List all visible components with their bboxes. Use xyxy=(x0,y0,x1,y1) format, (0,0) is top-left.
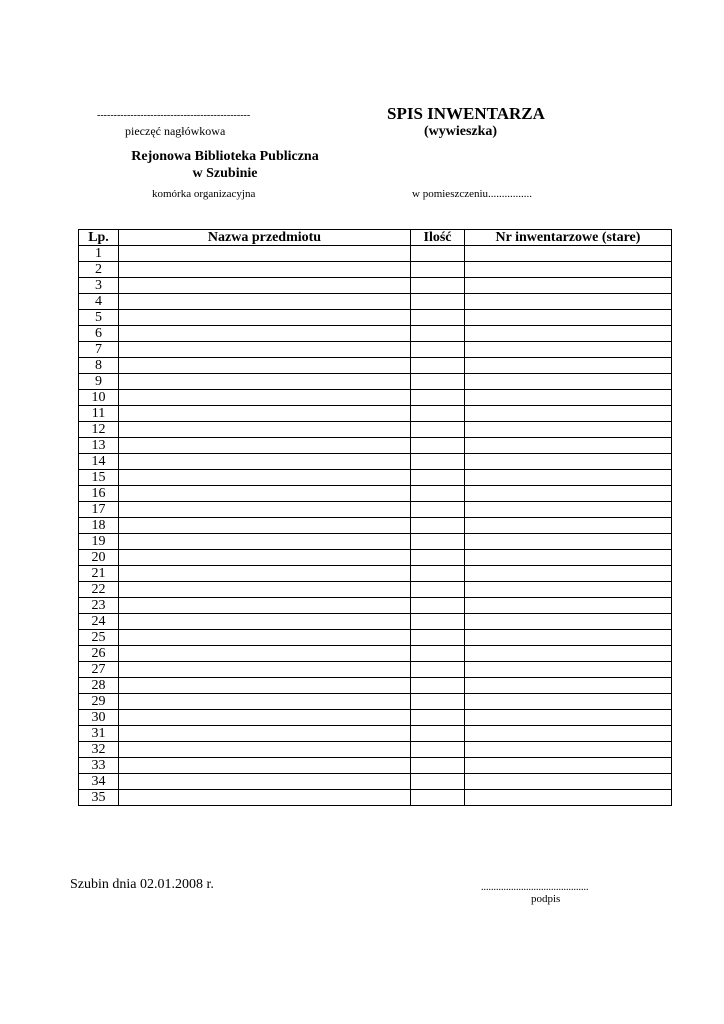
table-row xyxy=(79,742,672,758)
quantity-cell xyxy=(411,470,465,486)
inventory-number-cell xyxy=(465,646,672,662)
row-number-cell: 26 xyxy=(79,646,119,662)
signature-caption: podpis xyxy=(531,893,561,905)
inventory-number-cell xyxy=(465,422,672,438)
table-row xyxy=(79,310,672,326)
row-number-cell: 29 xyxy=(79,694,119,710)
row-number-cell: 24 xyxy=(79,614,119,630)
inventory-number-cell xyxy=(465,246,672,262)
quantity-cell xyxy=(411,790,465,806)
item-name-cell xyxy=(119,422,411,438)
item-name-cell xyxy=(119,470,411,486)
inventory-number-cell xyxy=(465,694,672,710)
table-row xyxy=(79,646,672,662)
item-name-cell xyxy=(119,262,411,278)
item-name-cell xyxy=(119,630,411,646)
item-name-cell xyxy=(119,726,411,742)
table-row xyxy=(79,262,672,278)
table-row xyxy=(79,374,672,390)
item-name-cell xyxy=(119,390,411,406)
inventory-number-cell xyxy=(465,342,672,358)
row-number-cell: 21 xyxy=(79,566,119,582)
quantity-cell xyxy=(411,438,465,454)
quantity-cell xyxy=(411,358,465,374)
quantity-cell xyxy=(411,614,465,630)
quantity-cell xyxy=(411,278,465,294)
table-row xyxy=(79,678,672,694)
row-number-cell: 8 xyxy=(79,358,119,374)
item-name-cell xyxy=(119,374,411,390)
inventory-number-cell xyxy=(465,598,672,614)
row-number-cell: 28 xyxy=(79,678,119,694)
document-subtitle: (wywieszka) xyxy=(424,124,498,139)
quantity-cell xyxy=(411,294,465,310)
table-header-row xyxy=(79,230,672,246)
inventory-number-cell xyxy=(465,262,672,278)
inventory-number-cell xyxy=(465,358,672,374)
table-row xyxy=(79,534,672,550)
inventory-number-cell xyxy=(465,470,672,486)
table-row xyxy=(79,774,672,790)
column-header-inventory-number: Nr inwentarzowe (stare) xyxy=(465,230,672,246)
quantity-cell xyxy=(411,310,465,326)
item-name-cell xyxy=(119,566,411,582)
row-number-cell: 3 xyxy=(79,278,119,294)
row-number-cell: 27 xyxy=(79,662,119,678)
inventory-number-cell xyxy=(465,390,672,406)
quantity-cell xyxy=(411,406,465,422)
item-name-cell xyxy=(119,742,411,758)
item-name-cell xyxy=(119,358,411,374)
row-number-cell: 15 xyxy=(79,470,119,486)
stamp-line: ---------------------------------------------- xyxy=(97,110,251,121)
item-name-cell xyxy=(119,342,411,358)
row-number-cell: 22 xyxy=(79,582,119,598)
table-row xyxy=(79,342,672,358)
item-name-cell xyxy=(119,502,411,518)
unit-caption: komórka organizacyjna xyxy=(152,188,256,200)
table-row xyxy=(79,502,672,518)
quantity-cell xyxy=(411,598,465,614)
inventory-number-cell xyxy=(465,374,672,390)
quantity-cell xyxy=(411,582,465,598)
item-name-cell xyxy=(119,294,411,310)
room-field: w pomieszczeniu................ xyxy=(412,188,533,200)
inventory-number-cell xyxy=(465,758,672,774)
item-name-cell xyxy=(119,774,411,790)
row-number-cell: 33 xyxy=(79,758,119,774)
item-name-cell xyxy=(119,518,411,534)
quantity-cell xyxy=(411,390,465,406)
quantity-cell xyxy=(411,694,465,710)
row-number-cell: 14 xyxy=(79,454,119,470)
item-name-cell xyxy=(119,438,411,454)
row-number-cell: 2 xyxy=(79,262,119,278)
table-row xyxy=(79,246,672,262)
row-number-cell: 6 xyxy=(79,326,119,342)
item-name-cell xyxy=(119,694,411,710)
quantity-cell xyxy=(411,534,465,550)
table-row xyxy=(79,278,672,294)
table-row xyxy=(79,566,672,582)
table-row xyxy=(79,582,672,598)
item-name-cell xyxy=(119,486,411,502)
quantity-cell xyxy=(411,758,465,774)
inventory-number-cell xyxy=(465,438,672,454)
table-row xyxy=(79,470,672,486)
row-number-cell: 32 xyxy=(79,742,119,758)
item-name-cell xyxy=(119,710,411,726)
row-number-cell: 4 xyxy=(79,294,119,310)
inventory-number-cell xyxy=(465,582,672,598)
table-row xyxy=(79,486,672,502)
row-number-cell: 16 xyxy=(79,486,119,502)
table-row xyxy=(79,294,672,310)
quantity-cell xyxy=(411,774,465,790)
inventory-number-cell xyxy=(465,742,672,758)
table-row xyxy=(79,406,672,422)
organization-line-1: Rejonowa Biblioteka Publiczna xyxy=(131,149,319,164)
column-header-quantity: Ilość xyxy=(411,230,465,246)
item-name-cell xyxy=(119,326,411,342)
row-number-cell: 10 xyxy=(79,390,119,406)
table-row xyxy=(79,390,672,406)
table-row xyxy=(79,598,672,614)
inventory-number-cell xyxy=(465,534,672,550)
item-name-cell xyxy=(119,646,411,662)
table-row xyxy=(79,326,672,342)
quantity-cell xyxy=(411,726,465,742)
item-name-cell xyxy=(119,406,411,422)
item-name-cell xyxy=(119,758,411,774)
quantity-cell xyxy=(411,550,465,566)
inventory-number-cell xyxy=(465,678,672,694)
item-name-cell xyxy=(119,550,411,566)
table-row xyxy=(79,358,672,374)
row-number-cell: 18 xyxy=(79,518,119,534)
quantity-cell xyxy=(411,566,465,582)
inventory-table xyxy=(78,229,672,806)
table-row xyxy=(79,758,672,774)
quantity-cell xyxy=(411,678,465,694)
item-name-cell xyxy=(119,598,411,614)
inventory-number-cell xyxy=(465,630,672,646)
column-header-lp: Lp. xyxy=(79,230,119,246)
inventory-number-cell xyxy=(465,486,672,502)
row-number-cell: 31 xyxy=(79,726,119,742)
row-number-cell: 34 xyxy=(79,774,119,790)
table-row xyxy=(79,518,672,534)
row-number-cell: 1 xyxy=(79,246,119,262)
row-number-cell: 7 xyxy=(79,342,119,358)
document-title: SPIS INWENTARZA xyxy=(387,104,545,123)
quantity-cell xyxy=(411,518,465,534)
row-number-cell: 23 xyxy=(79,598,119,614)
inventory-number-cell xyxy=(465,326,672,342)
inventory-number-cell xyxy=(465,566,672,582)
item-name-cell xyxy=(119,278,411,294)
inventory-number-cell xyxy=(465,790,672,806)
stamp-caption: pieczęć nagłówkowa xyxy=(125,124,226,138)
quantity-cell xyxy=(411,246,465,262)
row-number-cell: 17 xyxy=(79,502,119,518)
item-name-cell xyxy=(119,662,411,678)
quantity-cell xyxy=(411,262,465,278)
item-name-cell xyxy=(119,678,411,694)
table-row xyxy=(79,790,672,806)
signature-line: ........................................... xyxy=(481,882,589,893)
item-name-cell xyxy=(119,534,411,550)
inventory-number-cell xyxy=(465,294,672,310)
column-header-name: Nazwa przedmiotu xyxy=(119,230,411,246)
row-number-cell: 25 xyxy=(79,630,119,646)
quantity-cell xyxy=(411,710,465,726)
quantity-cell xyxy=(411,422,465,438)
row-number-cell: 11 xyxy=(79,406,119,422)
organization-name xyxy=(100,148,350,182)
item-name-cell xyxy=(119,790,411,806)
table-row xyxy=(79,454,672,470)
table-row xyxy=(79,630,672,646)
inventory-number-cell xyxy=(465,310,672,326)
row-number-cell: 20 xyxy=(79,550,119,566)
inventory-number-cell xyxy=(465,406,672,422)
row-number-cell: 19 xyxy=(79,534,119,550)
place-date: Szubin dnia 02.01.2008 r. xyxy=(70,877,214,892)
quantity-cell xyxy=(411,742,465,758)
inventory-number-cell xyxy=(465,614,672,630)
table-row xyxy=(79,614,672,630)
item-name-cell xyxy=(119,582,411,598)
quantity-cell xyxy=(411,454,465,470)
table-row xyxy=(79,694,672,710)
quantity-cell xyxy=(411,326,465,342)
quantity-cell xyxy=(411,502,465,518)
inventory-number-cell xyxy=(465,518,672,534)
item-name-cell xyxy=(119,246,411,262)
row-number-cell: 30 xyxy=(79,710,119,726)
quantity-cell xyxy=(411,646,465,662)
inventory-number-cell xyxy=(465,502,672,518)
item-name-cell xyxy=(119,614,411,630)
inventory-number-cell xyxy=(465,662,672,678)
inventory-number-cell xyxy=(465,774,672,790)
row-number-cell: 5 xyxy=(79,310,119,326)
inventory-number-cell xyxy=(465,278,672,294)
row-number-cell: 12 xyxy=(79,422,119,438)
quantity-cell xyxy=(411,630,465,646)
table-row xyxy=(79,710,672,726)
inventory-number-cell xyxy=(465,726,672,742)
inventory-number-cell xyxy=(465,710,672,726)
table-row xyxy=(79,422,672,438)
table-row xyxy=(79,550,672,566)
row-number-cell: 35 xyxy=(79,790,119,806)
row-number-cell: 9 xyxy=(79,374,119,390)
inventory-number-cell xyxy=(465,550,672,566)
quantity-cell xyxy=(411,662,465,678)
item-name-cell xyxy=(119,310,411,326)
quantity-cell xyxy=(411,342,465,358)
row-number-cell: 13 xyxy=(79,438,119,454)
organization-line-2: w Szubinie xyxy=(192,166,258,181)
table-body xyxy=(79,246,672,806)
table-row xyxy=(79,726,672,742)
item-name-cell xyxy=(119,454,411,470)
quantity-cell xyxy=(411,374,465,390)
table-row xyxy=(79,662,672,678)
inventory-number-cell xyxy=(465,454,672,470)
table-row xyxy=(79,438,672,454)
quantity-cell xyxy=(411,486,465,502)
